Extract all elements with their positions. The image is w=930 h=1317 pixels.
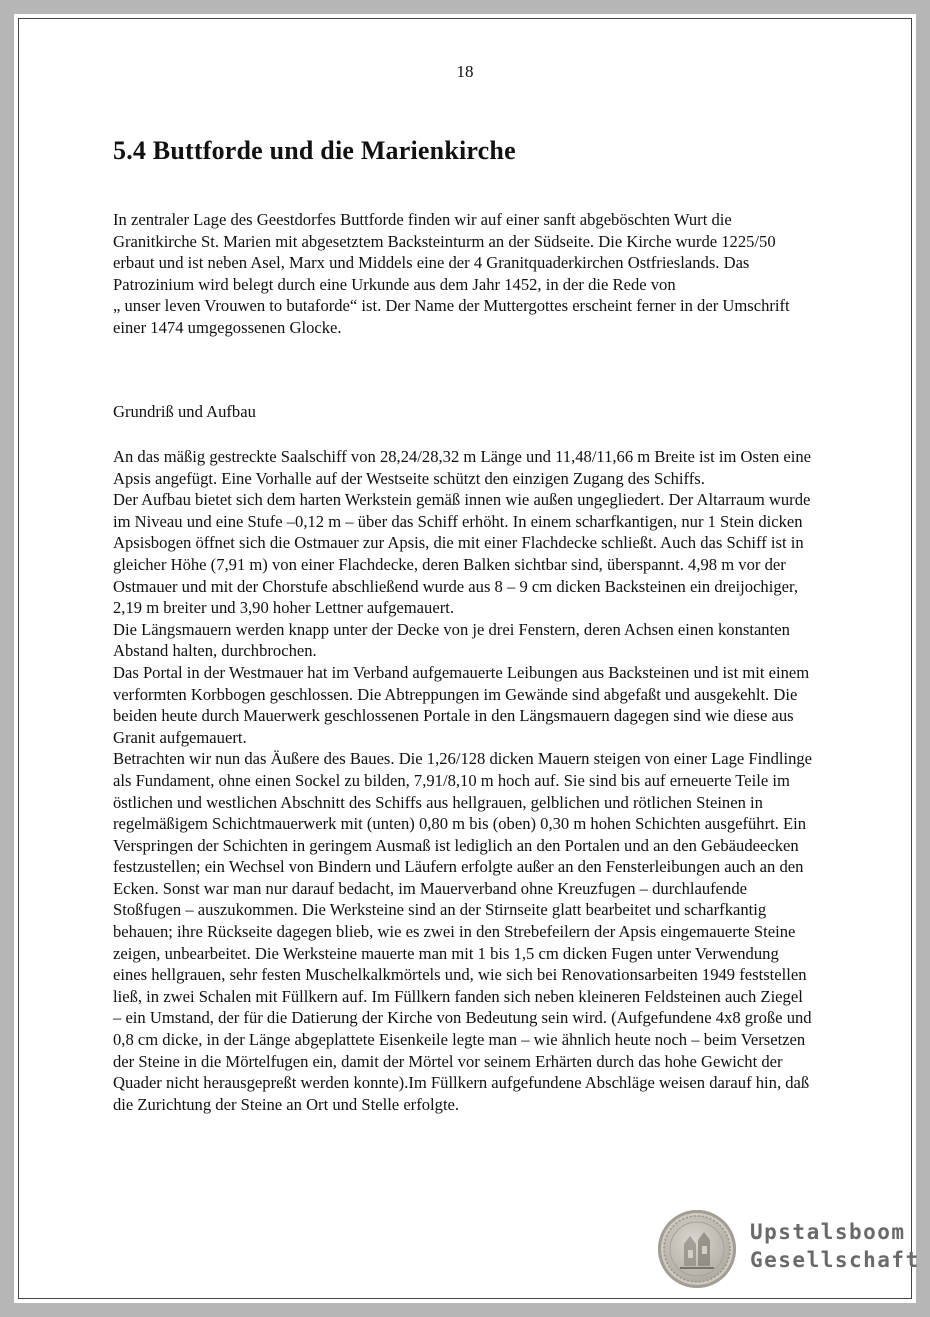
paragraph: Betrachten wir nun das Äußere des Baues. Die 1,26/128 dicken Mauern steigen von einer Lage Findlinge als Fundament, ohne einen Sockel zu bilden, 7,91/8,10 m hoch auf. Sie sind bis auf erneuerte Teile im östlichen und westlichen Abschnitt des Schiffs aus hellgrauen, gelblichen und rötlichen Steinen in regelmäßigem Schichtmauerwerk mit (unten) 0,80 m bis (oben) 0,30 m hohen Schichten ausgeführt. Ein Verspringen der Schichten in geringem Ausmaß ist lediglich an den Portalen und an den Gebäudeecken festzustellen; ein Wechsel von Bindern und Läufern erfolgte außer an den Fensterleibungen auch an den Ecken. Sonst war man nur darauf bedacht, im Mauerverband ohne Kreuzfugen – durchlaufende Stoßfugen – auszukommen. Die Werksteine sind an der Stirnseite glatt bearbeitet und scharfkantig behauen; ihre Rückseite dagegen blieb, wie es zwei in den Strebefeilern der Apsis eingemauerte Steine zeigen, unbearbeitet. Die Werksteine mauerte man mit 1 bis 1,5 cm dicken Fugen unter Verwendung eines hellgrauen, sehr festen Muschelkalkmörtels und, wie sich bei Renovationsarbeiten 1949 feststellen ließ, in zwei Schalen mit Füllkern auf. Im Füllkern fanden sich neben kleineren Feldsteinen auch Ziegel – ein Umstand, der für die Datierung der Kirche von Bedeutung sein wird. (Aufgefundene 4x8 große und 0,8 cm dicke, in der Länge abgeplattete Eisenkeile legte man – wie ähnlich heute noch – beim Versetzen der Steine in die Mörtelfugen ein, damit der Mörtel vor seinem Erhärten durch das hohe Gewicht der Quader nicht herausgepreßt werden konnte).Im Füllkern aufgefundene Abschläge weisen darauf hin, daß die Zurichtung der Steine an Ort und Stelle erfolgte. xyxy=(113,749,813,1114)
paragraph: An das mäßig gestreckte Saalschiff von 28,24/28,32 m Länge und 11,48/11,66 m Breite ist im Osten eine Apsis angefügt. Eine Vorhalle auf der Westseite schützt den einzigen Zugang des Schiffs. xyxy=(113,447,812,488)
intro-section xyxy=(113,209,813,339)
main-text xyxy=(113,446,815,1115)
intro-paragraph: In zentraler Lage des Geestdorfes Buttforde finden wir auf einer sanft abgeböschten Wurt die Granitkirche St. Marien mit abgesetztem Backsteinturm an der Südseite. Die Kirche wurde 1225/50 erbaut und ist neben Asel, Marx und Middels eine der 4 Granitquaderkirchen Ostfrieslands. Das Patrozinium wird belegt durch eine Urkunde aus dem Jahr 1452, in der die Rede von xyxy=(113,210,776,294)
section-title: 5.4 Buttforde und die Marienkirche xyxy=(113,136,516,165)
paragraph: Die Längsmauern werden knapp unter der Decke von je drei Fenstern, deren Achsen einen konstanten Abstand halten, durchbrochen. xyxy=(113,619,790,661)
document-page xyxy=(18,18,920,1299)
paragraph: Das Portal in der Westmauer hat im Verband aufgemauerte Leibungen aus Backsteinen und ist mit einem verformten Korbbogen geschlossen. Die Abtreppungen im Gewände sind abgefaßt und ausgekehlt. Die beiden heute durch Mauerwerk geschlossenen Portale in den Längsmauern dagegen sind wie diese aus Granit aufgemauert. xyxy=(113,662,810,747)
paragraph: Der Aufbau bietet sich dem harten Werkstein gemäß innen wie außen ungegliedert. Der Altarraum wurde im Niveau und eine Stufe –0,12 m – über das Schiff erhöht. In einem scharfkantigen, nur 1 Stein dicken Apsisbogen öffnet sich die Ostmauer zur Apsis, die mit einer Flachdecke schließt. Auch das Schiff ist in gleicher Höhe (7,91 m) von einer Flachdecke, deren Balken sichtbar sind, überspannt. 4,98 m vor der Ostmauer und mit der Chorstufe abschließend wurde aus 8 – 9 cm dicken Backsteinen ein dreijochiger, 2,19 m breiter und 3,90 hoher Lettner aufgemauert. xyxy=(113,490,811,618)
seal-icon xyxy=(658,1210,736,1288)
logo-text xyxy=(750,1218,920,1274)
page-number: 18 xyxy=(456,62,474,81)
subheading: Grundriß und Aufbau xyxy=(113,402,256,421)
society-logo xyxy=(658,1210,920,1288)
logo-line-2: Gesellschaft xyxy=(750,1248,920,1272)
intro-paragraph-2: „ unser leven Vrouwen to butaforde“ ist. Der Name der Muttergottes erscheint ferner in der Umschrift einer 1474 umgegossenen Glocke. xyxy=(113,296,790,337)
logo-line-1: Upstalsboom xyxy=(750,1220,906,1244)
